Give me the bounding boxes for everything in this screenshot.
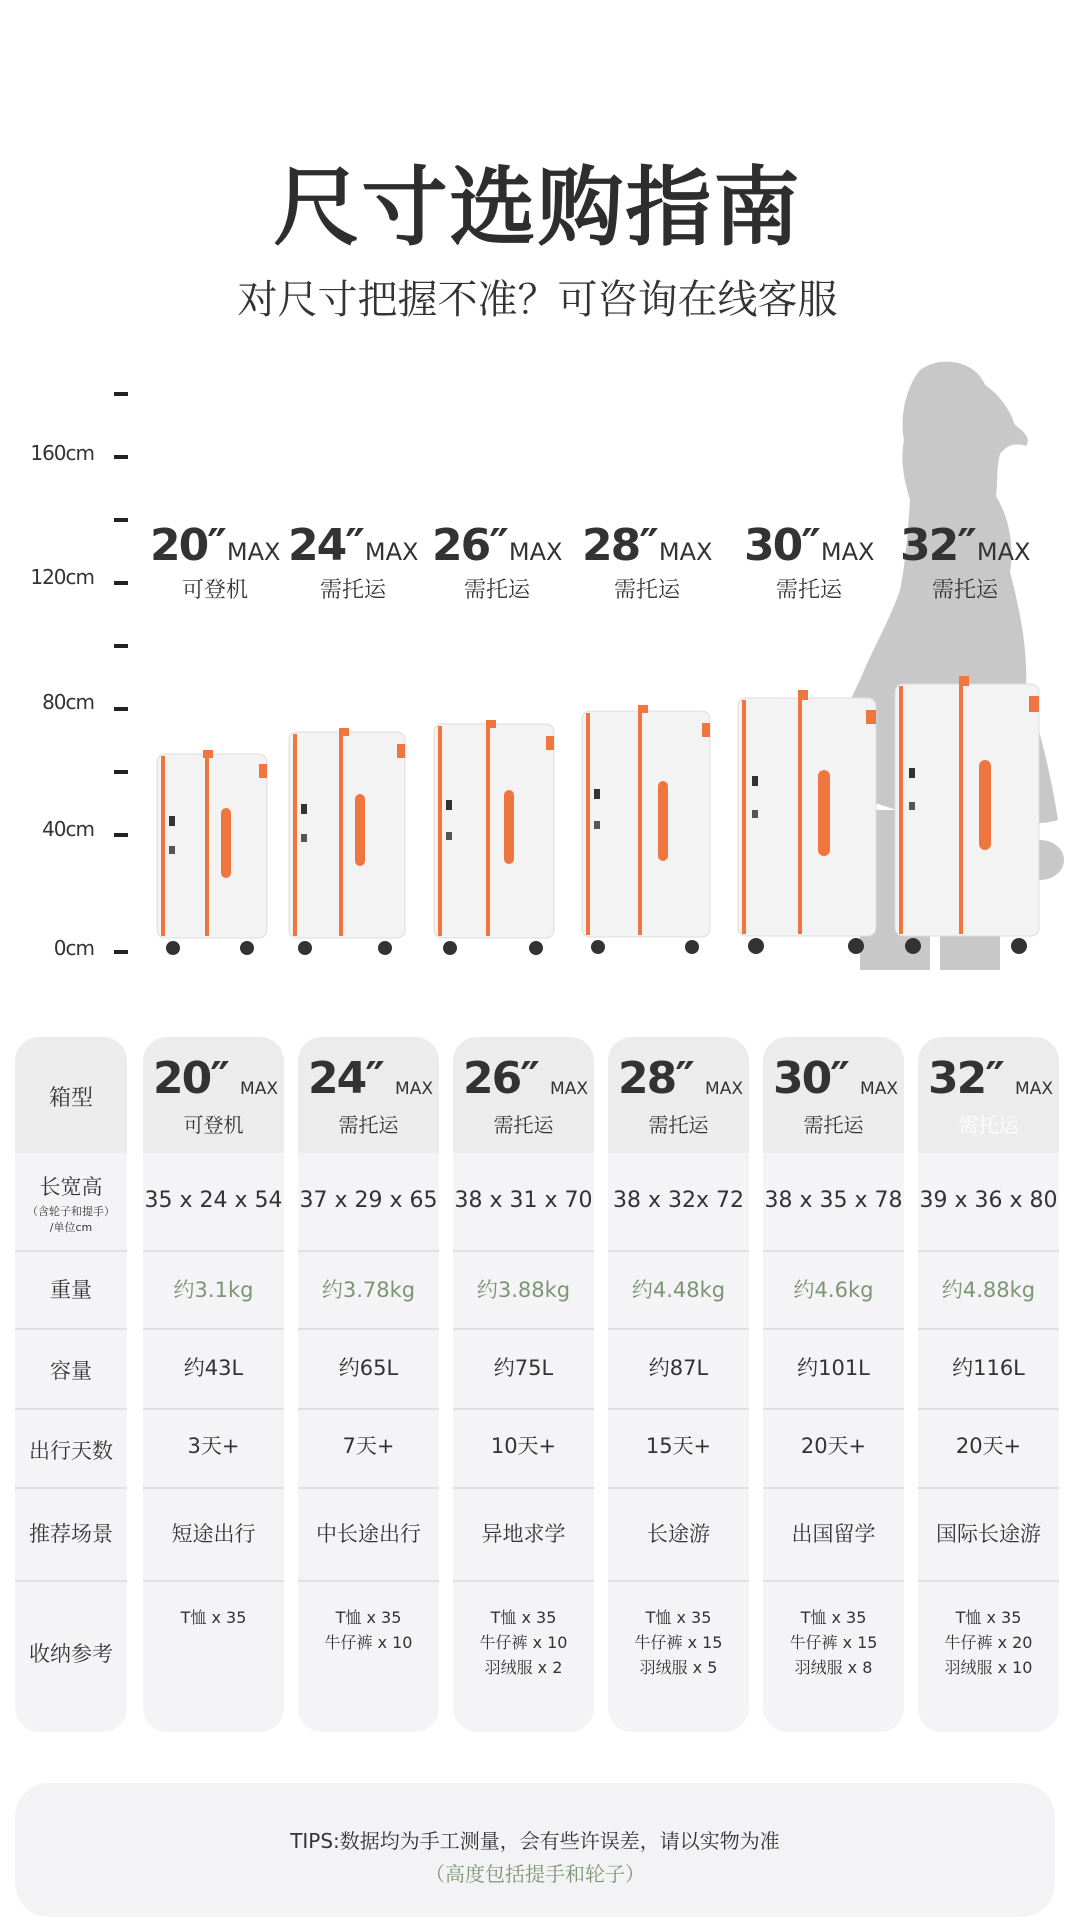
row-divider bbox=[298, 1408, 439, 1410]
days-value: 15天+ bbox=[645, 1434, 712, 1458]
size-column-20 bbox=[143, 1037, 284, 1732]
ruler-tick bbox=[114, 950, 128, 954]
row-divider bbox=[298, 1250, 439, 1252]
capacity-value: 约65L bbox=[338, 1356, 399, 1380]
header-label: 箱型 bbox=[48, 1086, 93, 1111]
row-label-packing: 收纳参考 bbox=[29, 1642, 113, 1666]
packing-item: T恤 x 35 bbox=[335, 1608, 402, 1627]
packing-item: 牛仔裤 x 10 bbox=[479, 1633, 568, 1652]
weight-value: 约4.88kg bbox=[941, 1278, 1036, 1302]
row-divider bbox=[763, 1408, 904, 1410]
ruler-tick bbox=[114, 518, 128, 522]
column-size: 28″ bbox=[618, 1053, 693, 1104]
suitcase-30 bbox=[736, 690, 880, 958]
size-heading bbox=[582, 520, 712, 604]
weight-value: 约4.6kg bbox=[793, 1278, 874, 1302]
max-label: MAX bbox=[976, 538, 1031, 566]
column-note: 需托运 bbox=[648, 1113, 709, 1137]
ruler-label: 80cm bbox=[42, 690, 94, 714]
table-header-cell bbox=[918, 1037, 1059, 1153]
row-divider bbox=[918, 1328, 1059, 1330]
max-label: MAX bbox=[508, 538, 563, 566]
table-header-cell bbox=[15, 1037, 127, 1153]
row-label-days: 出行天数 bbox=[29, 1439, 113, 1463]
tips-text: TIPS:数据均为手工测量，会有些许误差，请以实物为准 bbox=[290, 1829, 780, 1853]
size-note: 需托运 bbox=[319, 578, 386, 603]
size-heading bbox=[900, 520, 1030, 604]
capacity-value: 约101L bbox=[797, 1356, 870, 1380]
weight-value: 约4.48kg bbox=[631, 1278, 726, 1302]
ruler-label: 120cm bbox=[30, 565, 94, 589]
max-label: MAX bbox=[226, 538, 281, 566]
dimensions-value: 39 x 36 x 80 bbox=[919, 1188, 1058, 1213]
days-value: 20天+ bbox=[955, 1434, 1022, 1458]
row-divider bbox=[763, 1328, 904, 1330]
size-number: 26″ bbox=[432, 520, 507, 571]
ruler-tick bbox=[114, 644, 128, 648]
row-divider bbox=[453, 1487, 594, 1489]
row-divider bbox=[453, 1250, 594, 1252]
ruler-label: 40cm bbox=[42, 817, 94, 841]
packing-item: T恤 x 35 bbox=[645, 1608, 712, 1627]
row-divider bbox=[143, 1250, 284, 1252]
table-header-cell bbox=[453, 1037, 594, 1153]
table-header-cell bbox=[298, 1037, 439, 1153]
dimensions-value: 37 x 29 x 65 bbox=[299, 1188, 438, 1213]
row-divider bbox=[15, 1580, 127, 1582]
row-label-capacity: 容量 bbox=[50, 1359, 92, 1383]
capacity-value: 约75L bbox=[493, 1356, 554, 1380]
size-column-28 bbox=[608, 1037, 749, 1732]
max-label: MAX bbox=[860, 1079, 898, 1099]
size-heading bbox=[432, 520, 562, 604]
size-heading bbox=[288, 520, 418, 604]
row-divider bbox=[918, 1250, 1059, 1252]
size-number: 28″ bbox=[582, 520, 657, 571]
row-divider bbox=[143, 1408, 284, 1410]
scene-value: 异地求学 bbox=[481, 1522, 566, 1546]
weight-value: 约3.1kg bbox=[173, 1278, 254, 1302]
capacity-value: 约43L bbox=[183, 1356, 244, 1380]
capacity-value: 约116L bbox=[952, 1356, 1025, 1380]
row-divider bbox=[298, 1487, 439, 1489]
column-note: 需托运 bbox=[338, 1113, 399, 1137]
scene-value: 国际长途游 bbox=[936, 1522, 1041, 1546]
column-note: 需托运 bbox=[493, 1113, 554, 1137]
scene-value: 中长途出行 bbox=[316, 1522, 421, 1546]
weight-value: 约3.78kg bbox=[321, 1278, 416, 1302]
row-divider bbox=[298, 1580, 439, 1582]
size-number: 20″ bbox=[150, 520, 225, 571]
height-ruler bbox=[0, 380, 140, 960]
column-size: 32″ bbox=[928, 1053, 1003, 1104]
packing-item: 羽绒服 x 10 bbox=[944, 1658, 1033, 1677]
scene-value: 短途出行 bbox=[171, 1522, 256, 1546]
row-divider bbox=[453, 1328, 594, 1330]
packing-item: T恤 x 35 bbox=[800, 1608, 867, 1627]
size-column-26 bbox=[453, 1037, 594, 1732]
row-divider bbox=[143, 1328, 284, 1330]
row-label-dimensions-note: （含轮子和提手） bbox=[27, 1205, 115, 1218]
row-divider bbox=[918, 1408, 1059, 1410]
row-divider bbox=[143, 1580, 284, 1582]
size-number: 24″ bbox=[288, 520, 363, 571]
table-header-cell bbox=[608, 1037, 749, 1153]
ruler-label: 0cm bbox=[53, 936, 94, 960]
row-divider bbox=[453, 1580, 594, 1582]
column-note: 可登机 bbox=[183, 1113, 244, 1137]
packing-item: 羽绒服 x 2 bbox=[484, 1658, 563, 1677]
suitcase-24 bbox=[287, 728, 409, 958]
max-label: MAX bbox=[658, 538, 713, 566]
ruler-tick bbox=[114, 770, 128, 774]
row-divider bbox=[763, 1250, 904, 1252]
ruler-label: 160cm bbox=[30, 441, 94, 465]
column-size: 24″ bbox=[308, 1053, 383, 1104]
packing-item: T恤 x 35 bbox=[180, 1608, 247, 1627]
days-value: 3天+ bbox=[187, 1434, 240, 1458]
table-header-cell bbox=[143, 1037, 284, 1153]
row-divider bbox=[918, 1580, 1059, 1582]
packing-item: T恤 x 35 bbox=[490, 1608, 557, 1627]
column-size: 26″ bbox=[463, 1053, 538, 1104]
page-title: 尺寸选购指南 bbox=[273, 158, 802, 258]
tips-note: （高度包括提手和轮子） bbox=[425, 1862, 645, 1886]
packing-item: 牛仔裤 x 20 bbox=[944, 1633, 1033, 1652]
row-label-scene: 推荐场景 bbox=[29, 1522, 113, 1546]
max-label: MAX bbox=[240, 1079, 278, 1099]
dimensions-value: 38 x 32x 72 bbox=[612, 1188, 744, 1213]
ruler-tick bbox=[114, 455, 128, 459]
scene-value: 长途游 bbox=[647, 1522, 710, 1546]
column-note: 需托运 bbox=[958, 1113, 1019, 1137]
days-value: 10天+ bbox=[490, 1434, 557, 1458]
column-note: 需托运 bbox=[803, 1113, 864, 1137]
row-divider bbox=[918, 1487, 1059, 1489]
tips-box bbox=[15, 1783, 1055, 1917]
packing-item: 羽绒服 x 8 bbox=[794, 1658, 873, 1677]
row-divider bbox=[15, 1328, 127, 1330]
max-label: MAX bbox=[550, 1079, 588, 1099]
size-column-32 bbox=[918, 1037, 1059, 1732]
column-size: 20″ bbox=[153, 1053, 228, 1104]
max-label: MAX bbox=[395, 1079, 433, 1099]
dimensions-value: 35 x 24 x 54 bbox=[144, 1188, 283, 1213]
scene-value: 出国留学 bbox=[791, 1522, 876, 1546]
suitcase-32 bbox=[893, 676, 1043, 958]
row-label-weight: 重量 bbox=[50, 1278, 92, 1302]
size-heading bbox=[150, 520, 280, 604]
suitcase-26 bbox=[432, 720, 558, 958]
packing-item: 羽绒服 x 5 bbox=[639, 1658, 718, 1677]
ruler-tick bbox=[114, 707, 128, 711]
size-number: 32″ bbox=[900, 520, 975, 571]
max-label: MAX bbox=[705, 1079, 743, 1099]
table-header-cell bbox=[763, 1037, 904, 1153]
max-label: MAX bbox=[1015, 1079, 1053, 1099]
size-note: 可登机 bbox=[181, 578, 248, 603]
packing-item: 牛仔裤 x 15 bbox=[634, 1633, 723, 1652]
row-divider bbox=[608, 1580, 749, 1582]
row-divider bbox=[15, 1250, 127, 1252]
capacity-value: 约87L bbox=[648, 1356, 709, 1380]
size-note: 需托运 bbox=[463, 578, 530, 603]
row-divider bbox=[608, 1487, 749, 1489]
ruler-tick bbox=[114, 392, 128, 396]
size-note: 需托运 bbox=[931, 578, 998, 603]
max-label: MAX bbox=[820, 538, 875, 566]
row-divider bbox=[15, 1408, 127, 1410]
packing-item: T恤 x 35 bbox=[955, 1608, 1022, 1627]
column-size: 30″ bbox=[773, 1053, 848, 1104]
row-label-column bbox=[15, 1037, 127, 1732]
ruler-tick bbox=[114, 833, 128, 837]
size-column-30 bbox=[763, 1037, 904, 1732]
size-heading bbox=[744, 520, 874, 604]
row-divider bbox=[143, 1487, 284, 1489]
ruler-tick bbox=[114, 581, 128, 585]
size-note: 需托运 bbox=[775, 578, 842, 603]
row-divider bbox=[608, 1328, 749, 1330]
packing-item: 牛仔裤 x 15 bbox=[789, 1633, 878, 1652]
max-label: MAX bbox=[364, 538, 419, 566]
row-divider bbox=[763, 1487, 904, 1489]
row-divider bbox=[15, 1487, 127, 1489]
row-divider bbox=[298, 1328, 439, 1330]
packing-item: 牛仔裤 x 10 bbox=[324, 1633, 413, 1652]
row-divider bbox=[608, 1408, 749, 1410]
weight-value: 约3.88kg bbox=[476, 1278, 571, 1302]
size-note: 需托运 bbox=[613, 578, 680, 603]
suitcase-28 bbox=[580, 705, 714, 958]
dimensions-value: 38 x 35 x 78 bbox=[764, 1188, 903, 1213]
page-subtitle: 对尺寸把握不准？可咨询在线客服 bbox=[237, 277, 838, 323]
days-value: 7天+ bbox=[342, 1434, 395, 1458]
dimensions-value: 38 x 31 x 70 bbox=[454, 1188, 593, 1213]
days-value: 20天+ bbox=[800, 1434, 867, 1458]
row-divider bbox=[453, 1408, 594, 1410]
row-label-dimensions: 长宽高 bbox=[39, 1175, 103, 1199]
row-divider bbox=[763, 1580, 904, 1582]
row-label-dimensions-note: /单位cm bbox=[49, 1221, 93, 1234]
suitcase-20 bbox=[155, 750, 271, 958]
row-divider bbox=[608, 1250, 749, 1252]
size-number: 30″ bbox=[744, 520, 819, 571]
size-column-24 bbox=[298, 1037, 439, 1732]
